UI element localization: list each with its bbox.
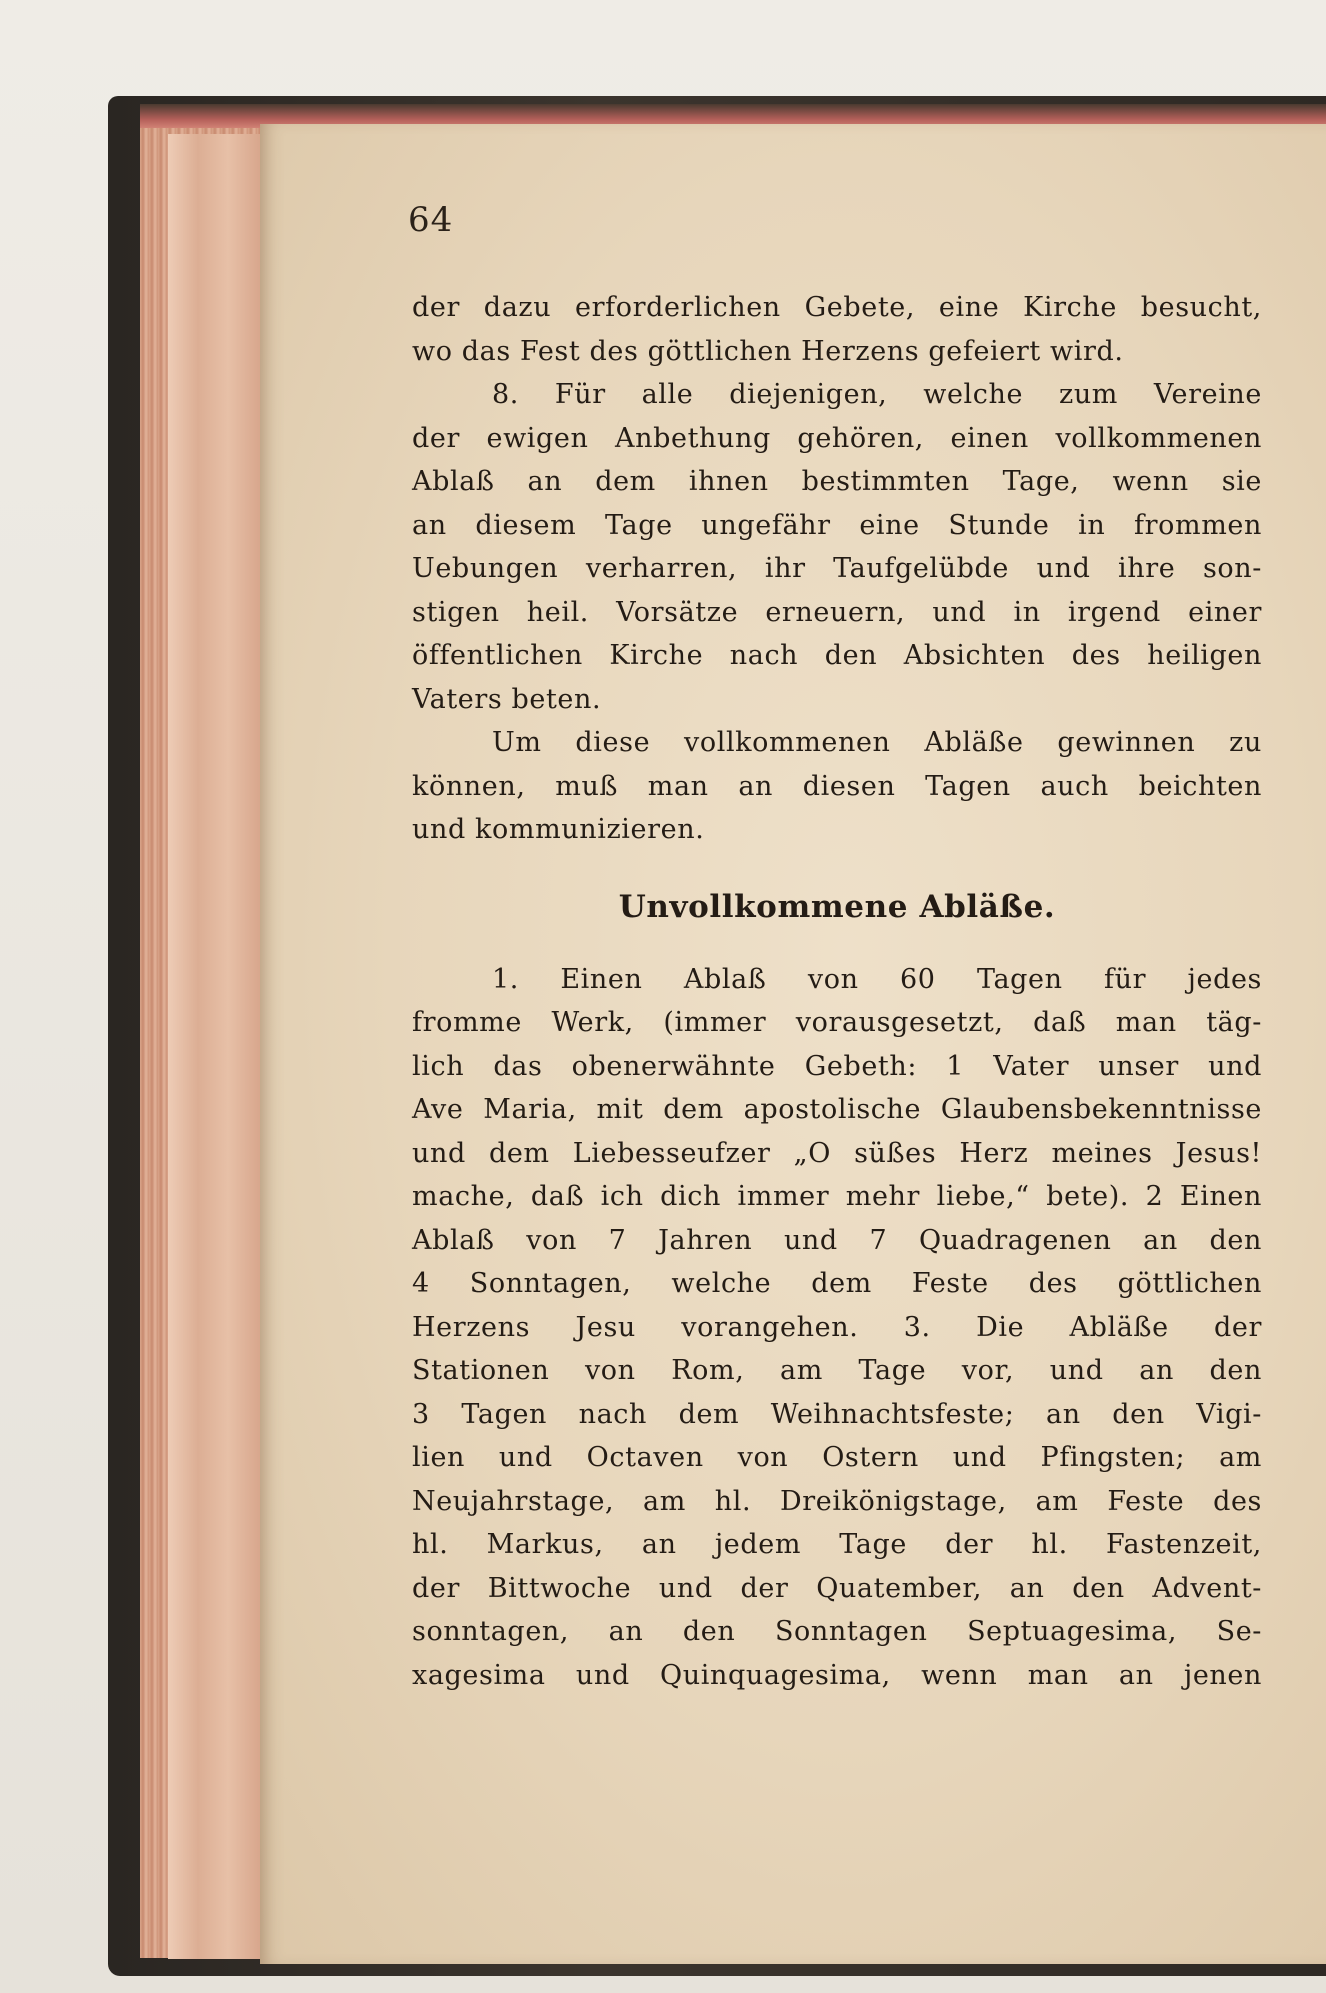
text-line: Ablaß an dem ihnen bestimmten Tage, wenn sie bbox=[412, 466, 1262, 497]
text-line: 4 Sonntagen, welche dem Feste des göttlichen bbox=[412, 1268, 1262, 1299]
text-line: hl. Markus, an jedem Tage der hl. Fastenzeit, bbox=[412, 1529, 1262, 1560]
text-line: an diesem Tage ungefähr eine Stunde in frommen bbox=[412, 509, 1262, 541]
text-line: Ave Maria, mit dem apostolische Glaubensbekenntnisse bbox=[412, 1094, 1262, 1125]
text-line: mache, daß ich dich immer mehr liebe,“ bete). 2 Einen bbox=[412, 1181, 1262, 1212]
page-text bbox=[412, 286, 1262, 1697]
text-line: der Bittwoche und der Quatember, an den Advent- bbox=[412, 1572, 1262, 1604]
text-line: fromme Werk, (immer vorausgesetzt, daß man täg- bbox=[412, 1007, 1262, 1038]
text-line: wo das Fest des göttlichen Herzens gefeiert wird. bbox=[412, 335, 1124, 367]
text-line: xagesima und Quinquagesima, wenn man an jenen bbox=[412, 1659, 1262, 1691]
section-heading: Unvollkommene Abläße. bbox=[618, 888, 1056, 925]
text-line: Vaters beten. bbox=[412, 683, 602, 715]
text-line: 1. Einen Ablaß von 60 Tagen für jedes bbox=[492, 963, 1262, 995]
text-line: Uebungen verharren, ihr Taufgelübde und ihre son- bbox=[412, 553, 1262, 584]
text-line: der ewigen Anbethung gehören, einen vollkommenen bbox=[412, 422, 1262, 454]
text-line: 3 Tagen nach dem Weihnachtsfeste; an den Vigi- bbox=[412, 1398, 1262, 1430]
text-line: der dazu erforderlichen Gebete, eine Kirche besucht, bbox=[412, 292, 1262, 323]
text-line: Stationen von Rom, am Tage vor, und an den bbox=[412, 1355, 1262, 1386]
text-line: lich das obenerwähnte Gebeth: 1 Vater unser und bbox=[412, 1050, 1262, 1082]
text-line: Ablaß von 7 Jahren und 7 Quadragenen an den bbox=[412, 1224, 1262, 1256]
text-line: und kommunizieren. bbox=[412, 814, 705, 845]
text-line: lien und Octaven von Ostern und Pfingsten; am bbox=[412, 1442, 1262, 1473]
page-number: 64 bbox=[408, 200, 454, 240]
text-line: öffentlichen Kirche nach den Absichten des heiligen bbox=[412, 640, 1262, 671]
text-line: stigen heil. Vorsätze erneuern, und in irgend einer bbox=[412, 596, 1262, 628]
text-line: können, muß man an diesen Tagen auch beichten bbox=[412, 770, 1262, 802]
text-line: sonntagen, an den Sonntagen Septuagesima, Se- bbox=[412, 1616, 1262, 1647]
text-line: Um diese vollkommenen Abläße gewinnen zu bbox=[492, 727, 1262, 758]
text-line: Neujahrstage, am hl. Dreikönigstage, am Feste des bbox=[412, 1485, 1262, 1517]
text-line: 8. Für alle diejenigen, welche zum Vereine bbox=[492, 379, 1262, 410]
page-edges-inner bbox=[168, 134, 268, 1959]
text-line: Herzens Jesu vorangehen. 3. Die Abläße der bbox=[412, 1311, 1262, 1343]
text-line: und dem Liebesseufzer „O süßes Herz meines Jesus! bbox=[412, 1137, 1262, 1169]
